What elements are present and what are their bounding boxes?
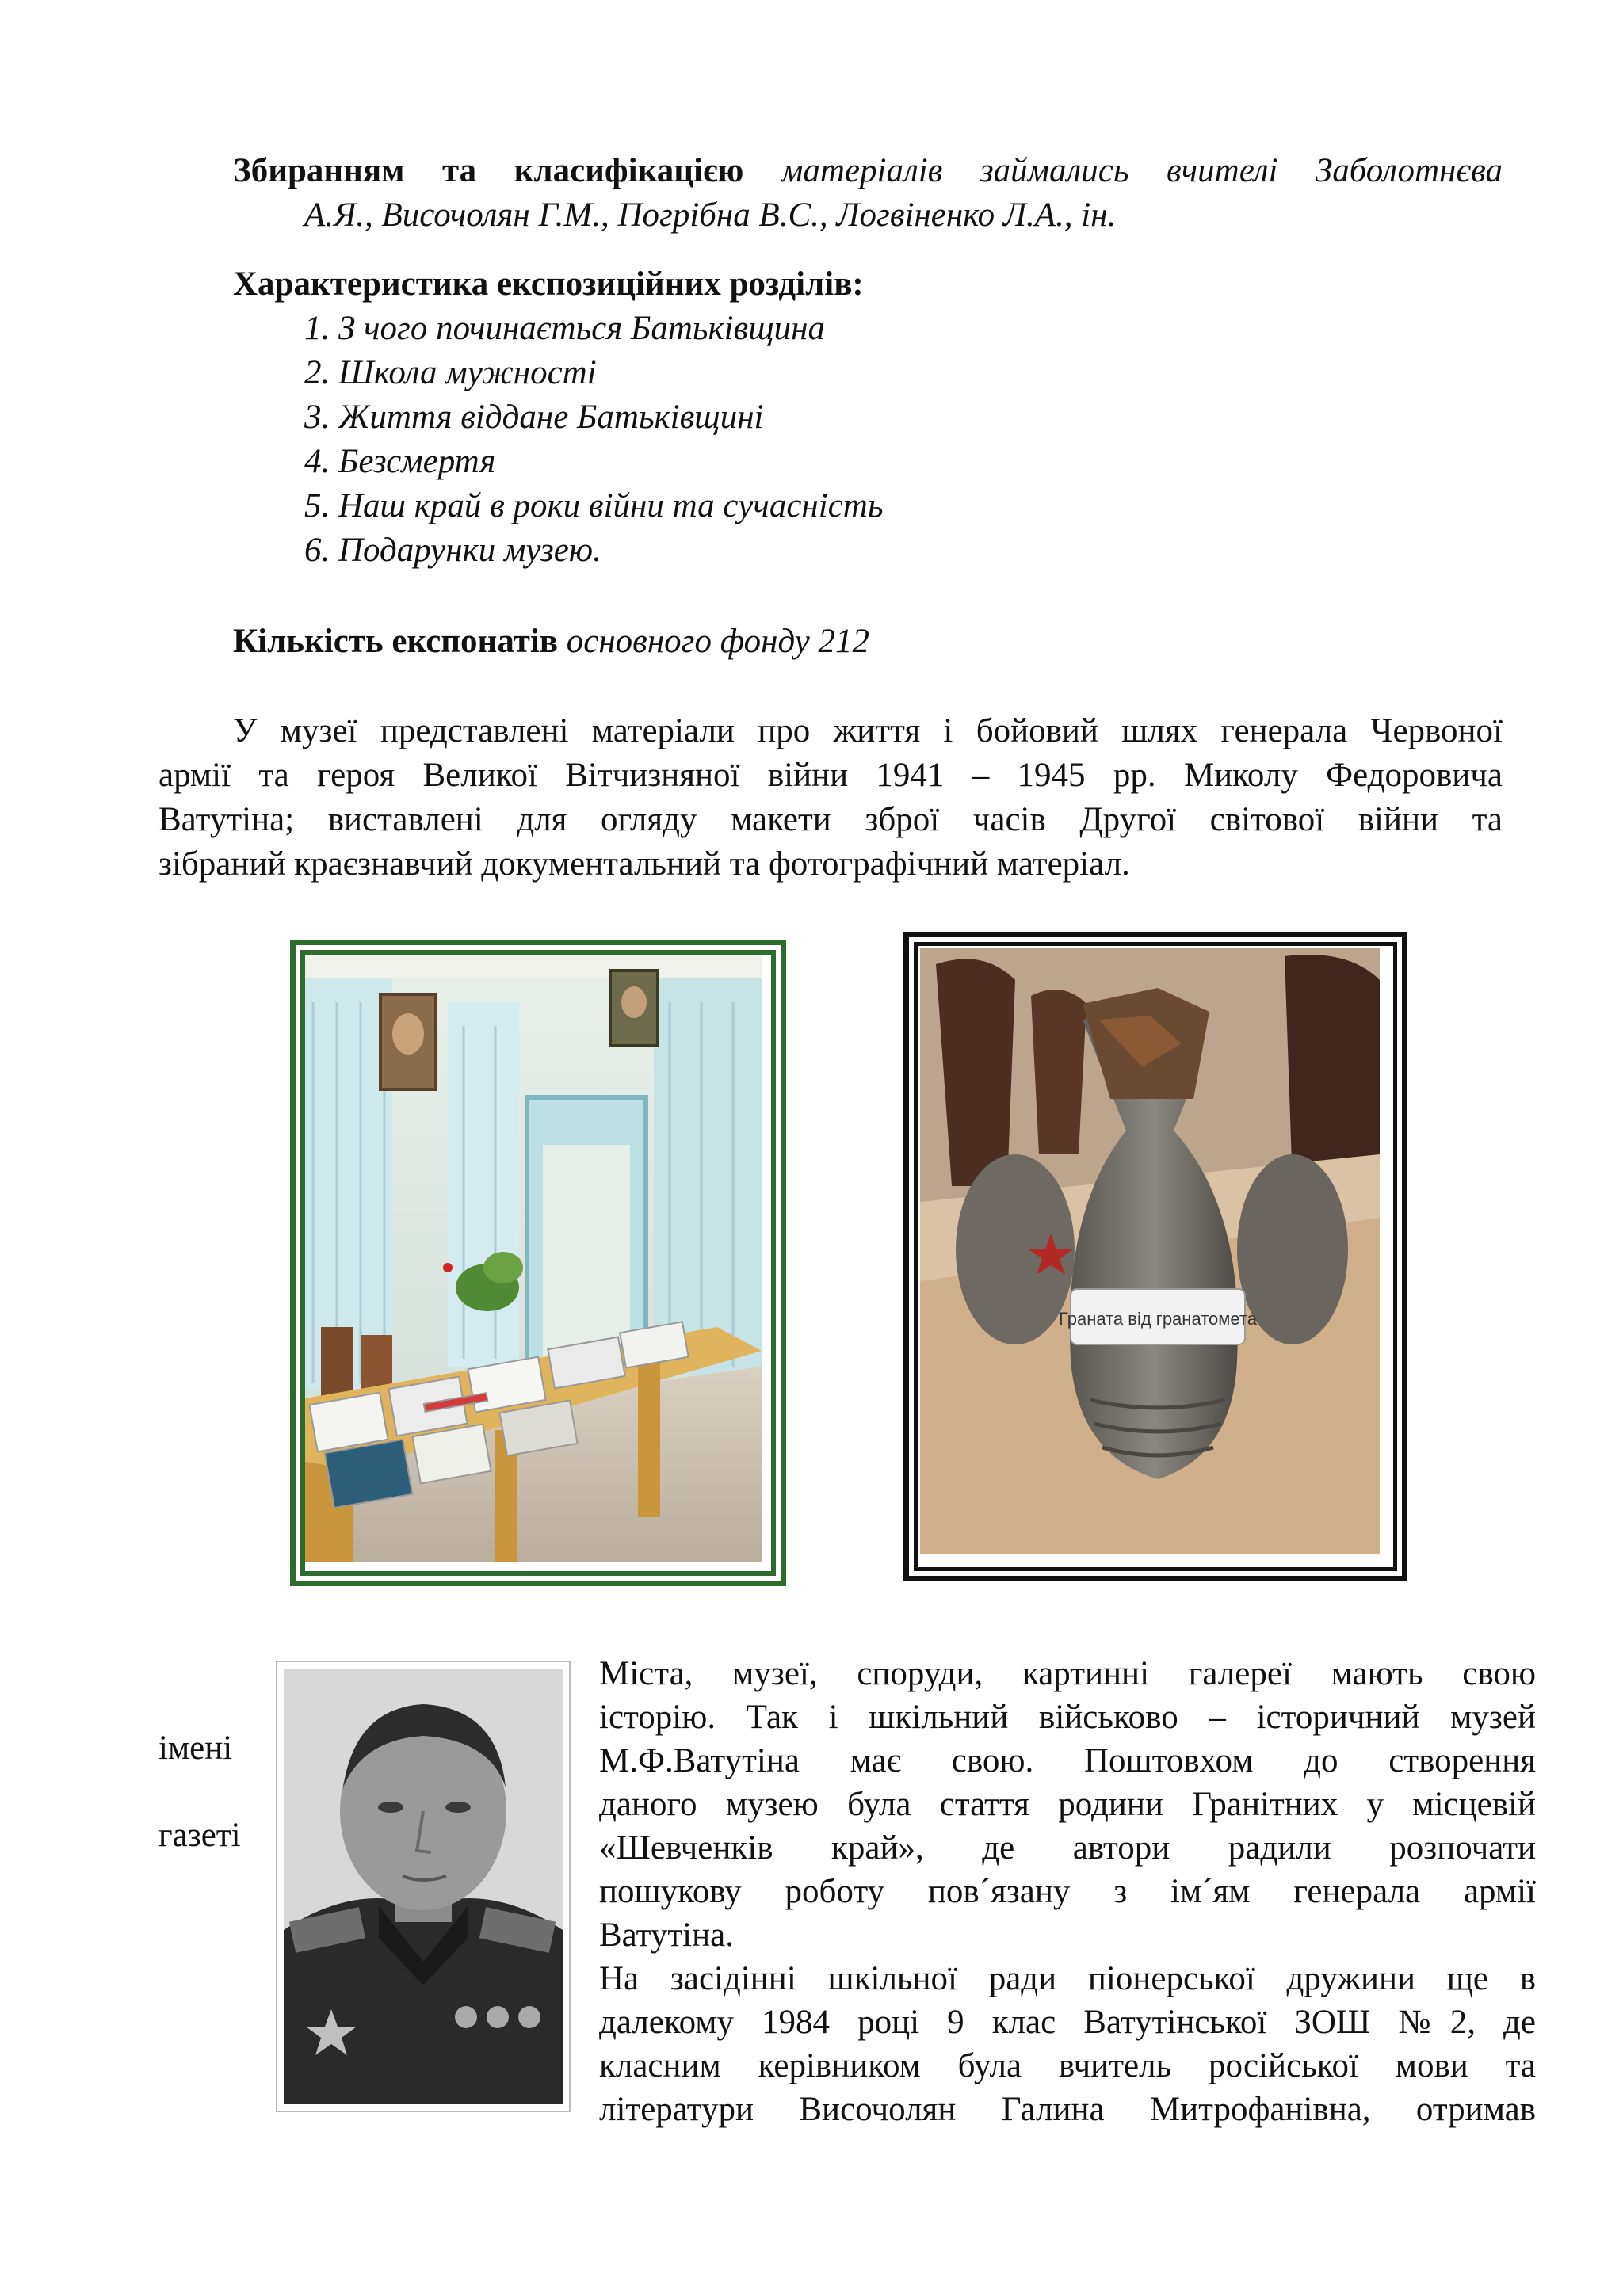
- para2-line-7: Ватутіна.: [599, 1917, 734, 1954]
- para1-line-2: армії та героя Великої Вітчизняної війни 1941 – 1945 рр. Миколу Федоровича: [158, 757, 1503, 794]
- intro-line-2: А.Я., Височолян Г.М., Погрібна В.С., Логвіненко Л.А., ін.: [304, 196, 1117, 234]
- general-portrait-illustration: [284, 1669, 563, 2104]
- museum-room-photo: [290, 940, 786, 1586]
- section-item-4: 4. Безсмертя: [304, 443, 496, 480]
- para2-line-3: М.Ф.Ватутіна має свою. Поштовхом до створення: [599, 1742, 1536, 1779]
- exhibits-italic-rest: основного фонду 212: [566, 623, 870, 660]
- side-word-imeni: імені: [158, 1730, 233, 1767]
- para2-line-6: пошукову роботу пов´язану з ім´ям генерала армії: [599, 1873, 1536, 1910]
- exhibits-count: [233, 620, 869, 663]
- section-item-5: 5. Наш край в роки війни та сучасність: [304, 487, 884, 524]
- para3-line-1: На засідінні шкільної ради піонерської дружини ще в: [599, 1960, 1536, 1997]
- museum-room-illustration: [305, 955, 762, 1562]
- section-item-1: 1. З чого починається Батьківщина: [304, 310, 826, 347]
- section-item-6: 6. Подарунки музею.: [304, 532, 601, 569]
- exhibits-bold-lead: Кількість експонатів: [233, 623, 559, 660]
- para1-line-1: У музеї представлені матеріали про життя і бойовий шлях генерала Червоної: [233, 712, 1503, 749]
- side-word-hazeti: газеті: [158, 1817, 241, 1854]
- intro-italic-rest: матеріалів займались вчителі Заболотнєва: [781, 152, 1503, 189]
- para3-line-2: далекому 1984 році 9 клас Ватутінської ЗОШ №2, де: [599, 2004, 1536, 2041]
- para3-line-4: літератури Височолян Галина Митрофанівна, отримав: [599, 2091, 1536, 2128]
- para1-line-4: зібраний краєзнавчий документальний та фотографічний матеріал.: [158, 845, 1130, 883]
- para3-line-3: класним керівником була вчитель російської мови та: [599, 2047, 1536, 2084]
- grenade-photo: [903, 932, 1407, 1581]
- para2-line-2: історію. Так і шкільний військово – історичний музей: [599, 1699, 1536, 1736]
- intro-bold-lead: Збиранням та класифікацією: [233, 152, 744, 189]
- sections-heading: Характеристика експозиційних розділів:: [233, 265, 864, 303]
- grenade-label: Граната від гранатомета: [1059, 1309, 1257, 1329]
- intro-line-1: [233, 149, 1503, 193]
- para1-line-3: Ватутіна; виставлені для огляду макети зброї часів Другої світової війни та: [158, 801, 1503, 838]
- para2-line-5: «Шевченків край», де автори радили розпочати: [599, 1829, 1536, 1867]
- para2-line-1: Міста, музеї, споруди, картинні галереї мають свою: [599, 1655, 1536, 1692]
- grenade-illustration: [920, 948, 1380, 1554]
- section-item-2: 2. Школа мужності: [304, 354, 597, 391]
- section-item-3: 3. Життя віддане Батьківщині: [304, 399, 764, 436]
- general-portrait: [276, 1661, 571, 2112]
- para2-line-4: даного музею була стаття родини Гранітних у місцевій: [599, 1786, 1536, 1823]
